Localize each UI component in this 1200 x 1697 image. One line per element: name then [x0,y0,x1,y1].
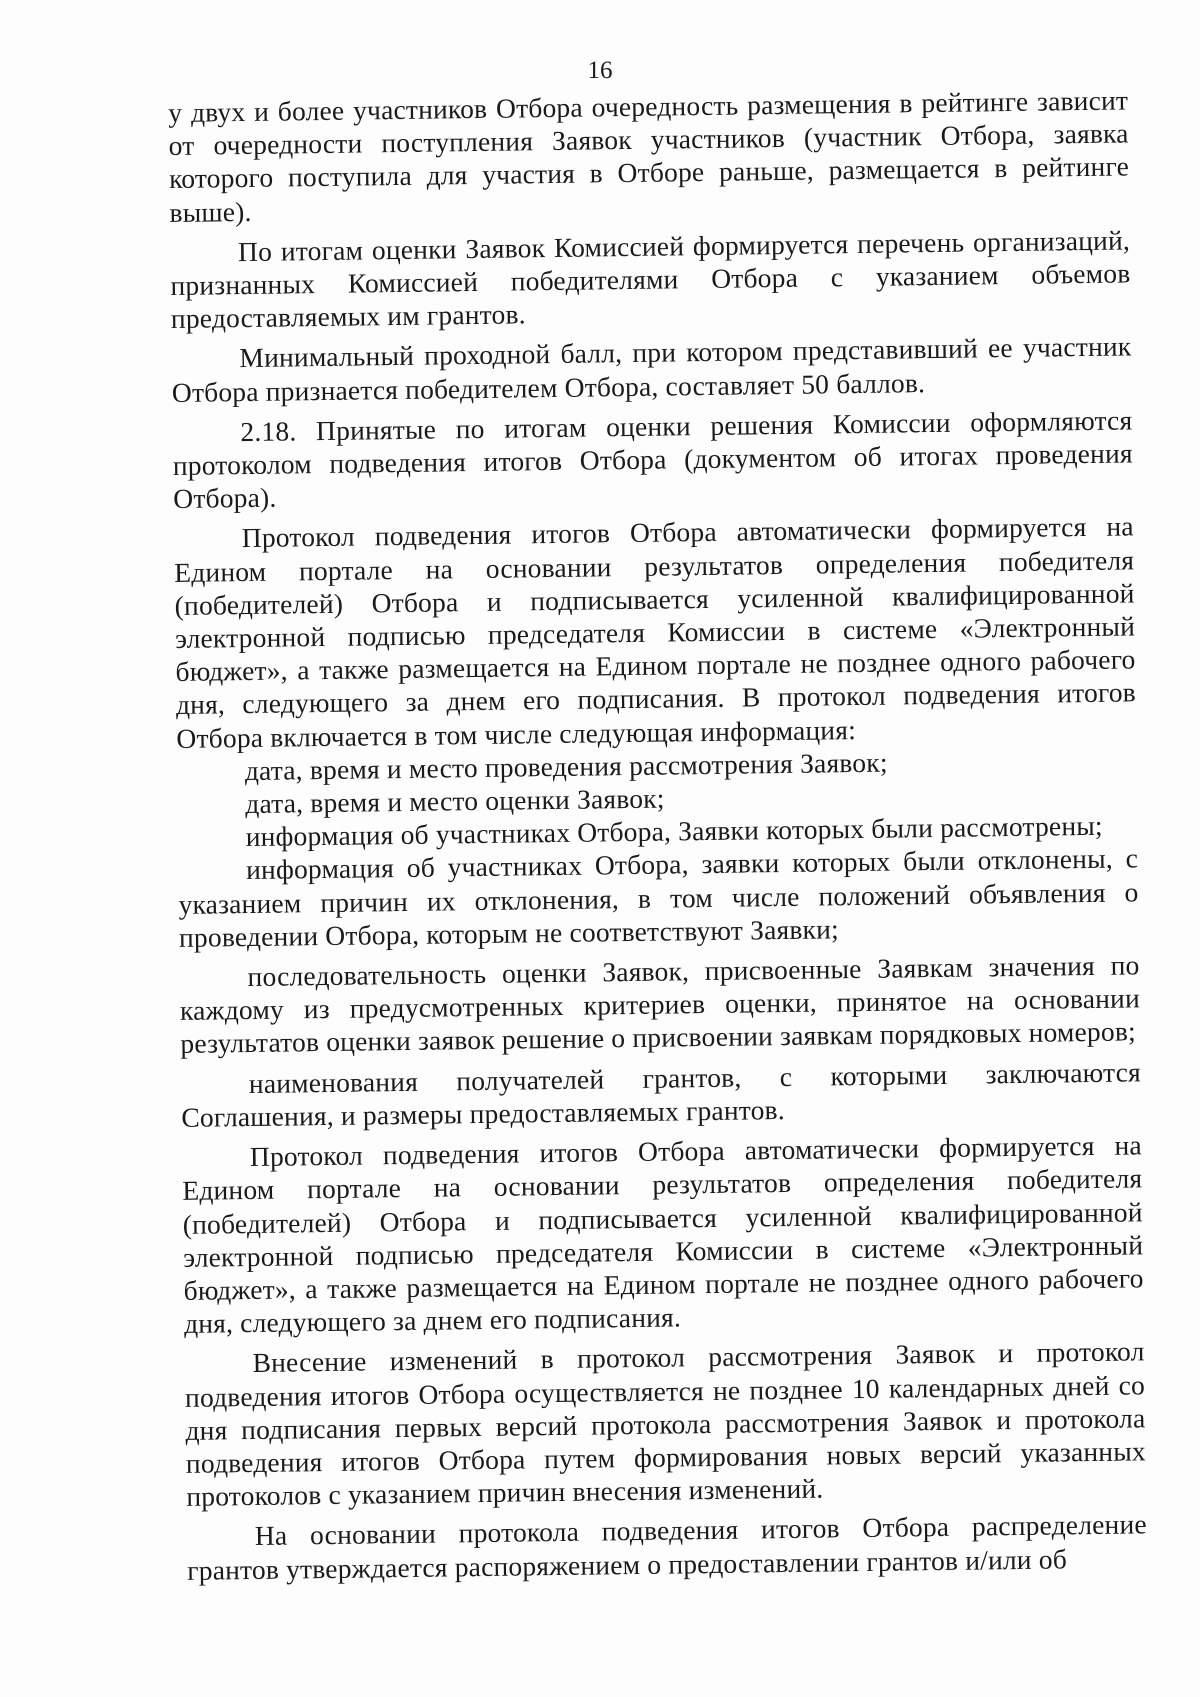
list-item-review-date: дата, время и место проведения рассмотрения Заявок; [244,746,888,786]
paragraph-grant-distribution: На основании протокола подведения итогов Отбора распределение грантов утверждается распоряжением о предоставлении грантов и/или об [187,1508,1147,1586]
page-number: 16 [587,57,613,84]
list-item-grant-recipients: наименования получателей грантов, с которыми заключаются Соглашения, и размеры предоставляемых грантов. [181,1056,1142,1133]
list-item-reviewed-participants: информация об участниках Отбора, Заявки которых были рассмотрены; [245,810,1103,853]
list-item-rejected-participants: информация об участниках Отбора, заявки которых были отклонены, с указанием причин их отклонения, в том числе положений объявления о проведении Отбора, которым не соответствуют Заявки; [178,842,1139,953]
list-item-evaluation-sequence: последовательность оценки Заявок, присвоенные Заявкам значения по каждому из предусмотренных критериев оценки, принятое на основании результатов оценки заявок решение о присвоении заявкам порядковых номеров; [179,949,1141,1060]
paragraph-2-18: 2.18. Принятые по итогам оценки решения Комиссии оформляются протоколом подведения итогов Отбора (документом об итогах проведения Отбора). [172,404,1133,515]
paragraph-protocol-changes: Внесение изменений в протокол рассмотрения Заявок и протокол подведения итогов Отбора осуществляется не позднее 10 календарных дней со дня подписания первых версий протокола рассмотрения Заявок и протокола подведения итогов Отбора путем формирования новых версий указанных протоколов с указанием причин внесения изменений. [184,1335,1147,1513]
document-body [168,83,1147,1586]
paragraph-winners-list: По итогам оценки Заявок Комиссией формируется перечень организаций, признанных Комиссией победителями Отбора с указанием объемов предоставляемых им грантов. [170,224,1131,335]
paragraph-protocol-repeat: Протокол подведения итогов Отбора автоматически формируется на Едином портале на основании результатов определения победителя (победителей) Отбора и подписывается усиленной квалифицированной электронной подписью председателя Комиссии в системе «Электронный бюджет», а также размещается на Едином портале не позднее одного рабочего дня, следующего за днем его подписания. [182,1129,1144,1340]
paragraph-protocol-formation: Протокол подведения итогов Отбора автоматически формируется на Едином портале на основании результатов определения победителя (победителей) Отбора и подписывается усиленной квалифицированной электронной подписью председателя Комиссии в системе «Электронный бюджет», а также размещается на Едином портале не позднее одного рабочего дня, следующего за днем его подписания. В протокол подведения итогов Отбора включается в том числе следующая информация: [174,510,1137,754]
paragraph-rating-order: у двух и более участников Отбора очередность размещения в рейтинге зависит от очередности поступления Заявок участников (участник Отбора, заявка которого поступила для участия в Отборе раньше, размещается в рейтинге выше). [168,84,1130,228]
list-item-evaluation-date: дата, время и место оценки Заявок; [245,782,665,820]
paragraph-min-score: Минимальный проходной балл, при котором представивший ее участник Отбора признается победителем Отбора, составляет 50 баллов. [171,330,1132,408]
